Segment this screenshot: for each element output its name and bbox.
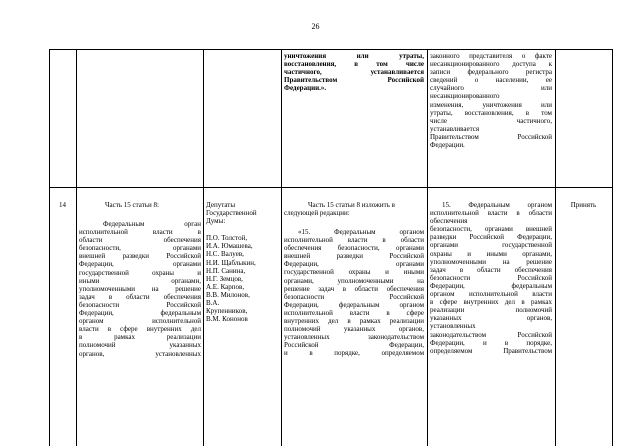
text-line: частичного, устанавливается — [284, 68, 424, 77]
text-line: следующей редакции: — [284, 209, 350, 218]
prev-amendment-text — [284, 52, 424, 92]
author-name: Н.И. Щаблыкин, — [206, 258, 256, 267]
author-name: В.В. Милонов, — [206, 290, 250, 299]
text-line: задач в области обеспечения — [79, 292, 201, 301]
text-line: государственной охраны и — [79, 268, 201, 277]
text-line: числе частичного, — [430, 116, 552, 125]
text-line: устанавливается — [430, 124, 480, 133]
text-line: исполнительной власти в области — [430, 209, 552, 218]
text-line: органом исполнительной — [79, 317, 201, 326]
text-line: Федерации.». — [284, 84, 327, 93]
amendment-text — [284, 228, 424, 358]
row-number: 14 — [59, 201, 66, 209]
text-line: несанкционированного — [430, 92, 500, 101]
text-line: обеспечения безопасности, органами — [284, 244, 424, 253]
text-line: государственной охраны и иными — [284, 268, 424, 277]
text-line: безопасности Российской — [79, 300, 201, 309]
text-line: безопасности Российской — [284, 292, 424, 301]
text-line: Федерации, федеральным — [430, 281, 552, 290]
text-line: полномочий указанных органов, — [284, 325, 424, 334]
text-line: полномочий указанных — [79, 341, 201, 350]
text-line: безопасности, органами внешней — [430, 225, 552, 234]
author-name: В.А. — [206, 299, 220, 308]
text-line: органов, установленных — [79, 349, 201, 358]
author-name: Н.С. Валуев, — [206, 250, 244, 259]
spacer — [206, 225, 280, 234]
text-line: записи федерального регистра — [430, 68, 552, 77]
text-line: иными органами, — [79, 276, 201, 285]
text-line: 15. Федеральным органом — [442, 201, 552, 209]
author-name: А.Е. Карпов, — [206, 282, 245, 291]
text-line: обеспечения — [430, 217, 468, 226]
author-name: В.М. Кононов — [206, 315, 248, 324]
text-line: охраны и иными органами, — [430, 249, 552, 258]
text-line: несанкционированного доступа к — [430, 60, 552, 69]
text-line: Федерации, и в порядке, — [430, 338, 552, 347]
text-line: Правительством Российской — [284, 76, 424, 85]
col-border — [76, 49, 77, 446]
text-line: области обеспечения — [79, 236, 201, 245]
text-line: определяемом Правительством — [430, 346, 552, 355]
table-top-border — [49, 49, 612, 50]
text-line: в сфере внутренних дел в рамках — [430, 298, 552, 307]
col-border — [49, 49, 50, 446]
text-line: восстановления, в том числе — [284, 60, 424, 69]
text-line: безопасности Российской — [430, 273, 552, 282]
text-line: Федерации. — [430, 141, 465, 150]
text-line: исполнительной власти в области — [284, 236, 424, 245]
text-line: Федерации, органами — [284, 260, 424, 269]
author-name: Крупенников, — [206, 307, 248, 316]
text-line: уполномоченными на решение — [79, 284, 201, 293]
text-line: исполнительной власти в — [79, 228, 201, 237]
text-line: Федерации, федеральным — [79, 309, 201, 318]
text-line: в рамках реализации — [79, 333, 201, 342]
text-line: случайного или — [430, 84, 552, 93]
text-line: установленных законодательством — [284, 333, 424, 342]
col-border — [555, 49, 556, 446]
authors-title: Депутаты — [206, 201, 236, 209]
text-line: разведки Российской Федерации, — [430, 233, 552, 242]
text-line: уполномоченными на решение — [430, 257, 552, 266]
article-title: Часть 15 статьи 8: — [105, 201, 159, 209]
text-line: исполнительной власти в сфере — [284, 308, 424, 317]
text-line: законного представителя о факте — [430, 52, 552, 60]
text-line: задач в области обеспечения — [430, 265, 552, 274]
amendment-intro — [284, 201, 424, 217]
text-line: указанных органов, — [430, 314, 552, 323]
text-line: внешней разведки Российской — [284, 252, 424, 261]
col-border — [612, 49, 613, 446]
final-text — [430, 201, 552, 355]
col-border — [427, 49, 428, 446]
text-line: изменения, уничтожения или — [430, 100, 552, 109]
text-line: Федерации, органами — [79, 260, 201, 269]
text-line: внешней разведки Российской — [79, 252, 201, 261]
text-line: уничтожения или утраты, — [284, 52, 424, 60]
col-border — [203, 49, 204, 446]
col-border — [281, 49, 282, 446]
text-line: органом исполнительной власти — [430, 290, 552, 299]
text-line: реализации полномочий — [430, 306, 552, 315]
text-line: внутренних дел в рамках реализации — [284, 317, 424, 326]
authors-cell — [206, 201, 280, 323]
article-text — [79, 220, 201, 358]
text-line: Правительством Российской — [430, 132, 552, 141]
author-name: И.А. Юмашева, — [206, 242, 253, 251]
text-line: Федеральным орган — [103, 220, 201, 228]
authors-title: Государственной — [206, 209, 257, 218]
text-line: установленных — [430, 322, 476, 331]
author-name: Н.П. Санина, — [206, 266, 246, 275]
text-line: утраты, восстановления, в том — [430, 108, 552, 117]
author-name: Н.Г. Земцов, — [206, 274, 243, 283]
authors-title: Думы: — [206, 217, 226, 226]
text-line: органами, уполномоченными на — [284, 276, 424, 285]
prev-final-text — [430, 52, 552, 149]
text-line: Часть 15 статьи 8 изложить в — [308, 201, 395, 209]
page-number: 26 — [311, 22, 320, 31]
text-line: Федерации, федеральным органом — [284, 300, 424, 309]
text-line: власти в сфере внутренних дел — [79, 325, 201, 334]
text-line: безопасности, органами — [79, 244, 201, 253]
text-line: «15. Федеральным органом — [298, 228, 424, 236]
text-line: и в порядке, определяемом — [284, 349, 424, 358]
row-divider — [49, 187, 612, 188]
text-line: решение задач в области обеспечения — [284, 284, 424, 293]
author-name: П.О. Толстой, — [206, 234, 248, 243]
text-line: сведений о населении, ее — [430, 76, 552, 85]
decision: Принять — [570, 201, 597, 209]
text-line: Российской Федерации, — [284, 341, 424, 350]
text-line: органами государственной — [430, 241, 552, 250]
text-line: законодательством Российской — [430, 330, 552, 339]
